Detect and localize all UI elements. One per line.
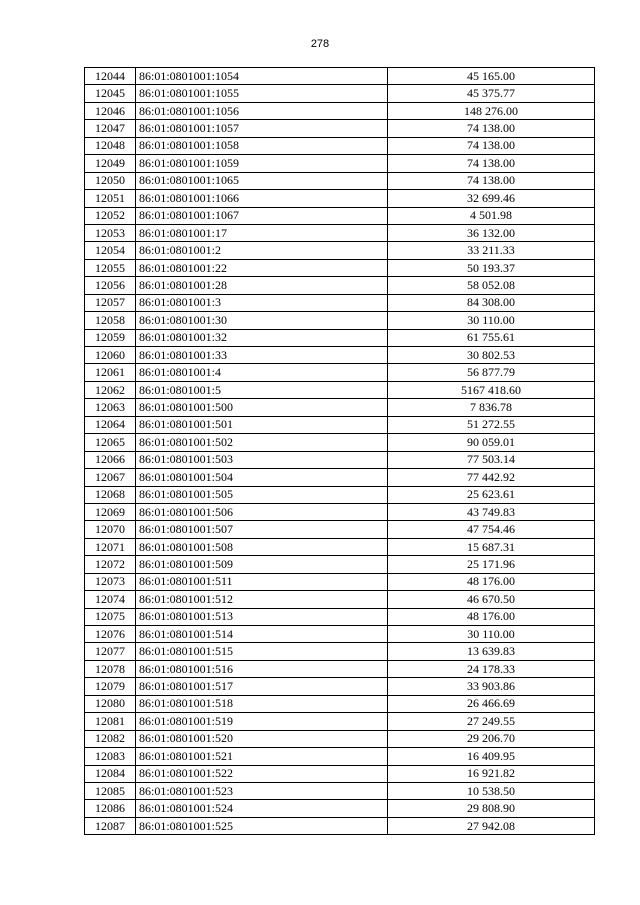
cadastral-number-cell: 86:01:0801001:506 [136, 503, 388, 520]
table-row [85, 312, 595, 329]
table-row [85, 538, 595, 555]
cadastral-number-cell: 86:01:0801001:1054 [136, 68, 388, 85]
cadastral-value-cell: 74 138.00 [388, 120, 595, 137]
cadastral-value-cell: 33 903.86 [388, 678, 595, 695]
cadastral-value-cell: 148 276.00 [388, 102, 595, 119]
row-number-cell: 12053 [85, 224, 136, 241]
cadastral-number-cell: 86:01:0801001:33 [136, 347, 388, 364]
cadastral-number-cell: 86:01:0801001:1067 [136, 207, 388, 224]
cadastral-number-cell: 86:01:0801001:513 [136, 608, 388, 625]
cadastral-number-cell: 86:01:0801001:525 [136, 817, 388, 834]
table-row [85, 416, 595, 433]
table-row [85, 800, 595, 817]
cadastral-number-cell: 86:01:0801001:1055 [136, 85, 388, 102]
row-number-cell: 12045 [85, 85, 136, 102]
cadastral-value-cell: 32 699.46 [388, 190, 595, 207]
cadastral-value-cell: 30 110.00 [388, 312, 595, 329]
cadastral-value-cell: 45 165.00 [388, 68, 595, 85]
cadastral-number-cell: 86:01:0801001:514 [136, 626, 388, 643]
cadastral-value-cell: 46 670.50 [388, 591, 595, 608]
table-row [85, 451, 595, 468]
cadastral-number-cell: 86:01:0801001:22 [136, 259, 388, 276]
cadastral-number-cell: 86:01:0801001:505 [136, 486, 388, 503]
cadastral-number-cell: 86:01:0801001:1059 [136, 155, 388, 172]
table-row [85, 626, 595, 643]
row-number-cell: 12065 [85, 434, 136, 451]
cadastral-number-cell: 86:01:0801001:521 [136, 748, 388, 765]
cadastral-number-cell: 86:01:0801001:32 [136, 329, 388, 346]
row-number-cell: 12077 [85, 643, 136, 660]
table-row [85, 85, 595, 102]
cadastral-number-cell: 86:01:0801001:1065 [136, 172, 388, 189]
table-row [85, 503, 595, 520]
table-row [85, 591, 595, 608]
cadastral-value-cell: 27 942.08 [388, 817, 595, 834]
row-number-cell: 12072 [85, 556, 136, 573]
cadastral-number-cell: 86:01:0801001:1058 [136, 137, 388, 154]
table-row [85, 782, 595, 799]
cadastral-value-cell: 13 639.83 [388, 643, 595, 660]
table-row [85, 68, 595, 85]
row-number-cell: 12071 [85, 538, 136, 555]
cadastral-value-cell: 25 171.96 [388, 556, 595, 573]
cadastral-number-cell: 86:01:0801001:1066 [136, 190, 388, 207]
row-number-cell: 12057 [85, 294, 136, 311]
cadastral-value-cell: 56 877.79 [388, 364, 595, 381]
table-row [85, 224, 595, 241]
table-body [85, 68, 595, 835]
cadastral-number-cell: 86:01:0801001:501 [136, 416, 388, 433]
table-row [85, 713, 595, 730]
cadastral-value-cell: 30 110.00 [388, 626, 595, 643]
table-row [85, 399, 595, 416]
table-row [85, 765, 595, 782]
row-number-cell: 12075 [85, 608, 136, 625]
cadastral-value-cell: 61 755.61 [388, 329, 595, 346]
row-number-cell: 12049 [85, 155, 136, 172]
row-number-cell: 12051 [85, 190, 136, 207]
cadastral-value-cell: 30 802.53 [388, 347, 595, 364]
cadastral-value-cell: 36 132.00 [388, 224, 595, 241]
row-number-cell: 12070 [85, 521, 136, 538]
cadastral-number-cell: 86:01:0801001:2 [136, 242, 388, 259]
cadastral-value-cell: 29 808.90 [388, 800, 595, 817]
row-number-cell: 12082 [85, 730, 136, 747]
cadastral-number-cell: 86:01:0801001:515 [136, 643, 388, 660]
row-number-cell: 12074 [85, 591, 136, 608]
cadastral-number-cell: 86:01:0801001:17 [136, 224, 388, 241]
row-number-cell: 12079 [85, 678, 136, 695]
cadastral-value-cell: 74 138.00 [388, 172, 595, 189]
cadastral-number-cell: 86:01:0801001:507 [136, 521, 388, 538]
row-number-cell: 12059 [85, 329, 136, 346]
cadastral-value-cell: 48 176.00 [388, 608, 595, 625]
cadastral-value-cell: 48 176.00 [388, 573, 595, 590]
row-number-cell: 12050 [85, 172, 136, 189]
cadastral-value-cell: 5167 418.60 [388, 381, 595, 398]
cadastral-number-cell: 86:01:0801001:516 [136, 660, 388, 677]
row-number-cell: 12081 [85, 713, 136, 730]
table-row [85, 190, 595, 207]
cadastral-value-cell: 77 503.14 [388, 451, 595, 468]
cadastral-number-cell: 86:01:0801001:520 [136, 730, 388, 747]
cadastral-number-cell: 86:01:0801001:28 [136, 277, 388, 294]
cadastral-value-cell: 33 211.33 [388, 242, 595, 259]
table-row [85, 695, 595, 712]
cadastral-number-cell: 86:01:0801001:503 [136, 451, 388, 468]
cadastral-value-table [84, 67, 595, 835]
row-number-cell: 12055 [85, 259, 136, 276]
cadastral-number-cell: 86:01:0801001:3 [136, 294, 388, 311]
table-row [85, 678, 595, 695]
cadastral-value-cell: 84 308.00 [388, 294, 595, 311]
table-row [85, 347, 595, 364]
row-number-cell: 12046 [85, 102, 136, 119]
cadastral-number-cell: 86:01:0801001:504 [136, 469, 388, 486]
row-number-cell: 12080 [85, 695, 136, 712]
cadastral-value-cell: 50 193.37 [388, 259, 595, 276]
table-row [85, 207, 595, 224]
cadastral-number-cell: 86:01:0801001:4 [136, 364, 388, 381]
row-number-cell: 12058 [85, 312, 136, 329]
row-number-cell: 12067 [85, 469, 136, 486]
cadastral-number-cell: 86:01:0801001:524 [136, 800, 388, 817]
cadastral-number-cell: 86:01:0801001:500 [136, 399, 388, 416]
table-row [85, 381, 595, 398]
table-row [85, 172, 595, 189]
table-row [85, 120, 595, 137]
cadastral-number-cell: 86:01:0801001:523 [136, 782, 388, 799]
cadastral-number-cell: 86:01:0801001:1057 [136, 120, 388, 137]
row-number-cell: 12076 [85, 626, 136, 643]
cadastral-value-cell: 51 272.55 [388, 416, 595, 433]
row-number-cell: 12047 [85, 120, 136, 137]
cadastral-value-cell: 16 409.95 [388, 748, 595, 765]
table-row [85, 608, 595, 625]
cadastral-value-cell: 74 138.00 [388, 155, 595, 172]
cadastral-value-cell: 27 249.55 [388, 713, 595, 730]
table-row [85, 573, 595, 590]
table-row [85, 294, 595, 311]
table-row [85, 277, 595, 294]
table-row [85, 259, 595, 276]
cadastral-number-cell: 86:01:0801001:518 [136, 695, 388, 712]
row-number-cell: 12062 [85, 381, 136, 398]
cadastral-number-cell: 86:01:0801001:511 [136, 573, 388, 590]
table-row [85, 660, 595, 677]
table-row [85, 155, 595, 172]
cadastral-value-cell: 90 059.01 [388, 434, 595, 451]
table-row [85, 521, 595, 538]
table-row [85, 102, 595, 119]
table-row [85, 434, 595, 451]
cadastral-number-cell: 86:01:0801001:519 [136, 713, 388, 730]
table-row [85, 137, 595, 154]
table-row [85, 748, 595, 765]
table-row [85, 817, 595, 834]
row-number-cell: 12066 [85, 451, 136, 468]
row-number-cell: 12063 [85, 399, 136, 416]
table-row [85, 730, 595, 747]
cadastral-value-cell: 29 206.70 [388, 730, 595, 747]
row-number-cell: 12060 [85, 347, 136, 364]
row-number-cell: 12068 [85, 486, 136, 503]
cadastral-number-cell: 86:01:0801001:1056 [136, 102, 388, 119]
row-number-cell: 12085 [85, 782, 136, 799]
row-number-cell: 12048 [85, 137, 136, 154]
table-row [85, 242, 595, 259]
row-number-cell: 12044 [85, 68, 136, 85]
cadastral-value-cell: 74 138.00 [388, 137, 595, 154]
cadastral-number-cell: 86:01:0801001:502 [136, 434, 388, 451]
cadastral-value-cell: 45 375.77 [388, 85, 595, 102]
row-number-cell: 12086 [85, 800, 136, 817]
row-number-cell: 12069 [85, 503, 136, 520]
cadastral-number-cell: 86:01:0801001:509 [136, 556, 388, 573]
cadastral-number-cell: 86:01:0801001:517 [136, 678, 388, 695]
cadastral-number-cell: 86:01:0801001:512 [136, 591, 388, 608]
table-row [85, 469, 595, 486]
table-row [85, 556, 595, 573]
table-row [85, 329, 595, 346]
cadastral-value-cell: 7 836.78 [388, 399, 595, 416]
cadastral-number-cell: 86:01:0801001:5 [136, 381, 388, 398]
cadastral-number-cell: 86:01:0801001:508 [136, 538, 388, 555]
cadastral-value-cell: 43 749.83 [388, 503, 595, 520]
row-number-cell: 12083 [85, 748, 136, 765]
table-row [85, 486, 595, 503]
row-number-cell: 12056 [85, 277, 136, 294]
row-number-cell: 12064 [85, 416, 136, 433]
cadastral-value-cell: 47 754.46 [388, 521, 595, 538]
cadastral-number-cell: 86:01:0801001:522 [136, 765, 388, 782]
cadastral-value-cell: 10 538.50 [388, 782, 595, 799]
row-number-cell: 12052 [85, 207, 136, 224]
row-number-cell: 12054 [85, 242, 136, 259]
row-number-cell: 12073 [85, 573, 136, 590]
row-number-cell: 12087 [85, 817, 136, 834]
row-number-cell: 12078 [85, 660, 136, 677]
cadastral-value-cell: 24 178.33 [388, 660, 595, 677]
row-number-cell: 12061 [85, 364, 136, 381]
cadastral-value-cell: 25 623.61 [388, 486, 595, 503]
page-number: 278 [310, 38, 330, 50]
row-number-cell: 12084 [85, 765, 136, 782]
cadastral-value-cell: 4 501.98 [388, 207, 595, 224]
cadastral-value-cell: 15 687.31 [388, 538, 595, 555]
cadastral-value-cell: 26 466.69 [388, 695, 595, 712]
cadastral-number-cell: 86:01:0801001:30 [136, 312, 388, 329]
table-row [85, 364, 595, 381]
table-row [85, 643, 595, 660]
cadastral-value-cell: 58 052.08 [388, 277, 595, 294]
cadastral-value-cell: 77 442.92 [388, 469, 595, 486]
cadastral-value-cell: 16 921.82 [388, 765, 595, 782]
